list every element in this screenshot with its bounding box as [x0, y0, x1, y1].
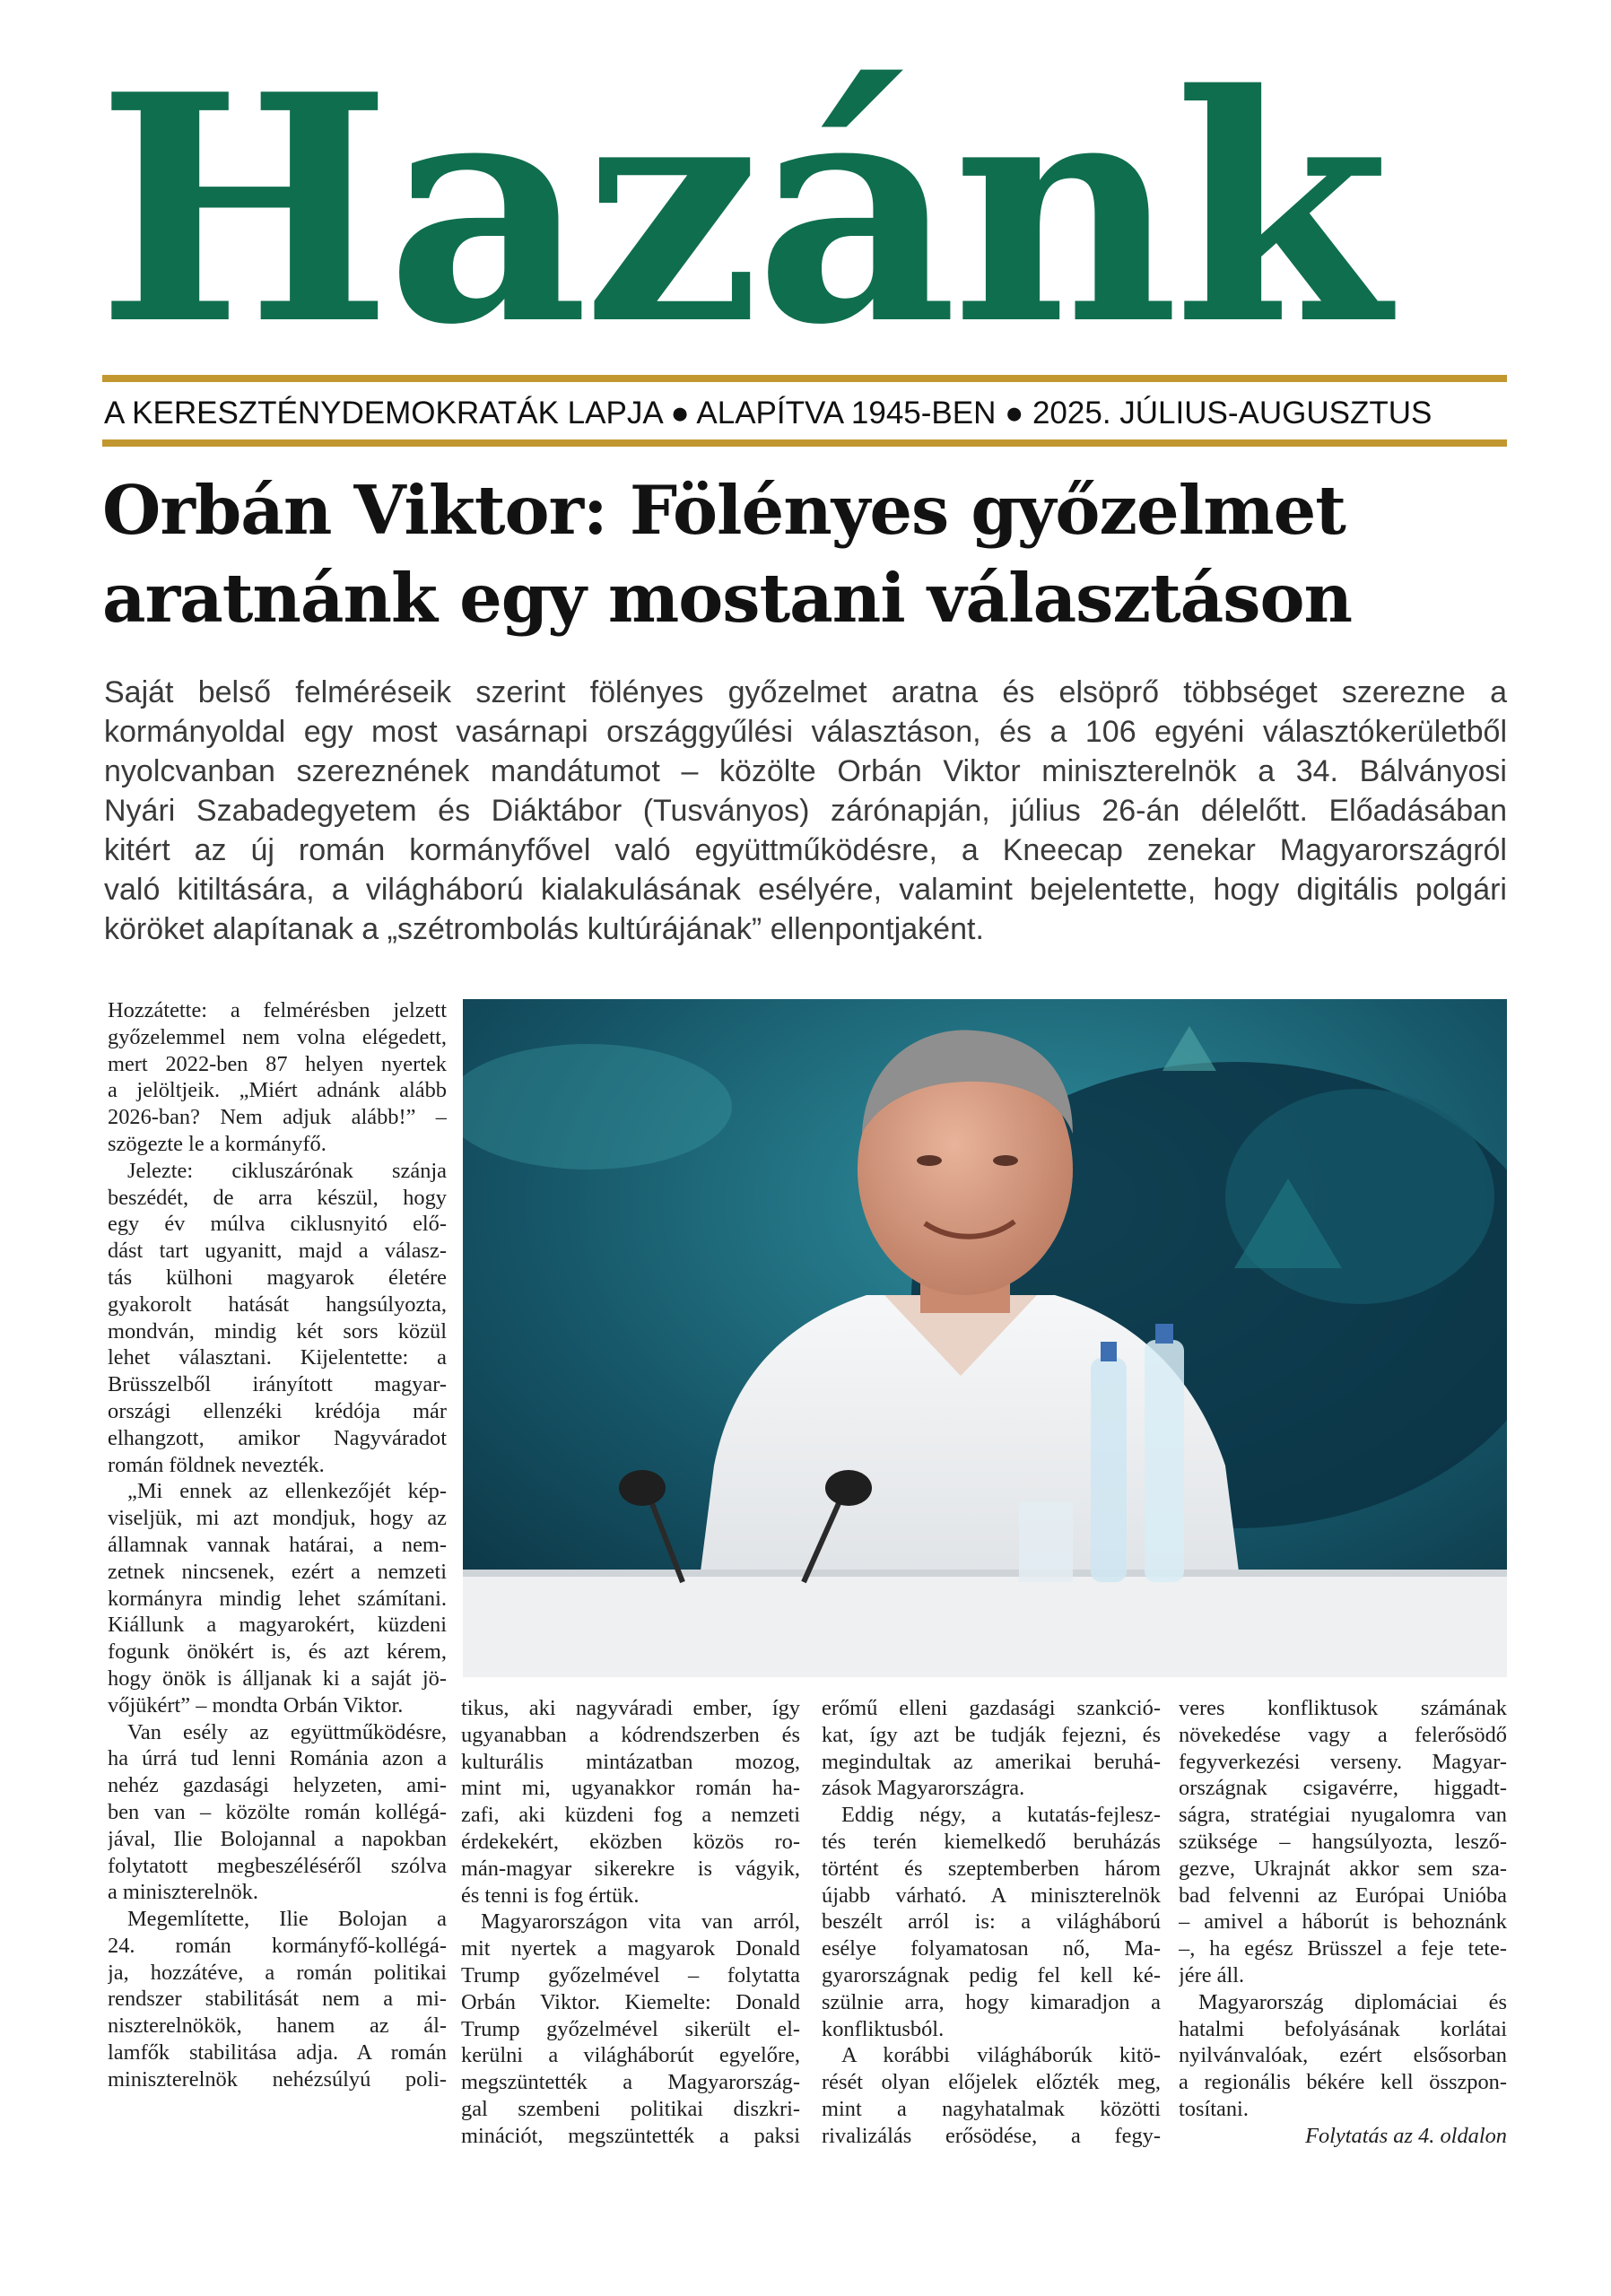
text-line: 2026-ban? Nem adjuk alább!” –	[108, 1105, 447, 1130]
text-line: bad felvenni az Európai Unióba	[1179, 1883, 1507, 1908]
text-line: tosítani.	[1179, 2096, 1249, 2121]
text-line: veres konfliktusok számának	[1179, 1696, 1507, 1720]
text-line: Magyarországon vita van arról,	[481, 1909, 800, 1935]
text-line: miniszterelnök nehézsúlyú poli-	[108, 2066, 447, 2092]
text-line: szögezte le a kormányfő.	[108, 1131, 327, 1156]
lead-line: Nyári Szabadegyetem és Diáktábor (Tusványos) zárónapján, július 26-án délelőtt. Előadásában	[104, 794, 1507, 828]
text-line: mán-magyar sikerekre is vágyik,	[461, 1856, 800, 1881]
text-line: Brüsszelből irányított magyar-	[108, 1372, 447, 1397]
text-line: országi ellenzéki krédója már	[108, 1398, 447, 1423]
text-line: hogy önök is álljanak ki a saját jö-	[108, 1665, 447, 1691]
text-line: mert 2022-ben 87 helyen nyertek	[108, 1051, 447, 1076]
article-column-3	[822, 1695, 1161, 2150]
headline-line: Orbán Viktor: Fölényes győzelmet	[102, 471, 1345, 550]
text-line: lehet választani. Kijelentette: a	[108, 1345, 447, 1370]
text-line: fogunk önökért is, és azt kérem,	[108, 1639, 447, 1665]
article-column-2	[461, 1695, 800, 2150]
text-line: niszterelnökök, hanem az ál-	[108, 2013, 447, 2039]
masthead-rule-bottom	[102, 439, 1507, 447]
text-line: Kiállunk a magyarokért, küzdeni	[108, 1613, 447, 1638]
text-line: gal szembeni politikai diszkri-	[461, 2096, 800, 2121]
text-line: kerülni a világháborút egyelőre,	[461, 2043, 800, 2068]
text-line: újabb várható. A miniszterelnök	[822, 1883, 1161, 1908]
text-line: konfliktusból.	[822, 2016, 945, 2041]
text-line: hatalmi befolyásának korlátai	[1179, 2016, 1507, 2041]
text-line: – amivel a háborút is behoznánk	[1179, 1909, 1507, 1935]
text-line: minációt, megszüntették a paksi	[461, 2123, 800, 2148]
text-line: Eddig négy, a kutatás-fejlesz-	[841, 1803, 1161, 1828]
text-line: Van esély az együttműködésre,	[127, 1719, 447, 1744]
lead-line: Saját belső felméréseik szerint fölényes győzelmet aratna és elsöprő többséget szerezne a	[104, 675, 1507, 709]
text-line: zások Magyarországra.	[822, 1776, 1025, 1801]
text-line: mit nyertek a magyarok Donald	[461, 1936, 800, 1961]
lead-line: kitért az új román kormányfővel való együttműködésre, a Kneecap zenekar Magyarországról	[104, 833, 1507, 867]
lead-line: való kitiltására, a világháború kialakulásának esélyére, valamint bejelentette, hogy digitális polgári	[104, 873, 1507, 907]
text-line: zetnek nincsenek, ezért a nemzeti	[108, 1559, 447, 1584]
text-line: „Mi ennek az ellenkezőjét kép-	[127, 1479, 447, 1504]
text-line: fegyverkezési verseny. Magyar-	[1179, 1749, 1507, 1774]
text-line: kulturális mintázatban mozog,	[461, 1749, 800, 1774]
text-line: vőjükért” – mondta Orbán Viktor.	[108, 1692, 404, 1718]
text-line: a jelöltjeik. „Miért adnánk alább	[108, 1078, 447, 1103]
text-line: román földnek nevezték.	[108, 1452, 325, 1477]
text-line: jával, Ilie Bolojannal a napokban	[108, 1826, 447, 1851]
text-line: lamfők stabilitása adja. A román	[108, 2040, 447, 2066]
text-line: mint a nagyhatalmak közötti	[822, 2096, 1161, 2121]
text-line: tás külhoni magyarok életére	[108, 1265, 447, 1290]
text-line: szüksége – hangsúlyozta, lesző-	[1179, 1829, 1507, 1854]
tagline: A KERESZTÉNYDEMOKRATÁK LAPJA ● ALAPÍTVA 1945-BEN ● 2025. JÚLIUS-AUGUSZTUS	[104, 396, 1432, 430]
masthead-rule-top	[102, 375, 1507, 382]
text-line: beszélt arról is: a világháború	[822, 1909, 1161, 1935]
text-line: kormányra mindig lehet számítani.	[108, 1586, 447, 1611]
text-line: érdekekért, eközben közös ro-	[461, 1829, 800, 1854]
lead-line: köröket alapítanak a „szétrombolás kultúrájának” ellenpontjaként.	[104, 912, 984, 946]
text-line: rését olyan előjelek előzték meg,	[822, 2070, 1161, 2095]
text-line: Trump győzelmével sikerült el-	[461, 2016, 800, 2041]
text-line: ságra, stratégiai nyugalomra van	[1179, 1803, 1507, 1828]
lead-line: nyolcvanban szereznének mandátumot – közölte Orbán Viktor miniszterelnök a 34. Bálványosi	[104, 754, 1507, 788]
text-line: Magyarország diplomáciai és	[1198, 1989, 1507, 2014]
text-line: folytatott megbeszéléséről szólva	[108, 1853, 447, 1878]
text-line: nehéz gazdasági helyzeten, ami-	[108, 1773, 447, 1798]
text-line: gezve, Ukrajnát akkor sem sza-	[1179, 1856, 1507, 1881]
text-line: elhangzott, amikor Nagyváradot	[108, 1425, 447, 1450]
text-line: erőmű elleni gazdasági szankció-	[822, 1696, 1161, 1720]
photo-illustration	[463, 999, 1507, 1677]
text-line: rendszer stabilitását nem a mi-	[108, 1987, 447, 2012]
text-line: A korábbi világháborúk kitö-	[841, 2043, 1161, 2068]
text-line: győzelemmel nem volna elégedett,	[108, 1024, 447, 1049]
text-line: ja, hozzátéve, a román politikai	[108, 1960, 447, 1985]
text-line: mint mi, ugyanakkor román ha-	[461, 1776, 800, 1801]
text-line: 24. román kormányfő-kollégá-	[108, 1933, 447, 1958]
text-line: esélye folyamatosan nő, Ma-	[822, 1936, 1161, 1961]
text-line: megszüntették a Magyarország-	[461, 2070, 800, 2095]
text-line: államnak vannak határai, a nem-	[108, 1532, 447, 1557]
text-line: ha úrrá tud lenni Románia azon a	[108, 1746, 447, 1771]
text-line: növekedése vagy a felerősödő	[1179, 1722, 1507, 1747]
article-column-1	[108, 997, 447, 2093]
text-line: és tenni is fog értük.	[461, 1883, 640, 1908]
text-line: dást tart ugyanitt, majd a válasz-	[108, 1239, 447, 1264]
text-line: mondván, mindig két sors közül	[108, 1318, 447, 1344]
text-line: tés terén kiemelkedő beruházás	[822, 1829, 1161, 1854]
text-line: egy év múlva ciklusnyitó elő-	[108, 1212, 447, 1237]
text-line: tikus, aki nagyváradi ember, így	[461, 1696, 800, 1720]
text-line: jére áll.	[1179, 1962, 1245, 1987]
text-line: kat, így azt be tudják fejezni, és	[822, 1722, 1161, 1747]
text-line: történt és szeptemberben három	[822, 1856, 1161, 1881]
text-line: Hozzátette: a felmérésben jelzett	[108, 998, 447, 1022]
text-line: Trump győzelmével – folytatta	[461, 1962, 800, 1987]
text-line: viseljük, mi azt mondjuk, hogy az	[108, 1506, 447, 1531]
headline	[102, 466, 1507, 642]
text-line: szülnie arra, hogy kimaradjon a	[822, 1989, 1161, 2014]
continuation-note: Folytatás az 4. oldalon	[1305, 2123, 1507, 2148]
text-line: Megemlítette, Ilie Bolojan a	[127, 1907, 447, 1932]
lead-line: kormányoldal egy most vasárnapi országgyűlési választáson, és a 106 egyéni választókerületből	[104, 715, 1507, 749]
lead-paragraph	[104, 673, 1507, 949]
text-line: gyarországnak pedig fel kell ké-	[822, 1962, 1161, 1987]
text-line: nyilvánvalóak, ezért elsősorban	[1179, 2043, 1507, 2068]
article-photo	[463, 999, 1507, 1677]
text-line: ugyanabban a kódrendszerben és	[461, 1722, 800, 1747]
text-line: beszédét, de arra készül, hogy	[108, 1185, 447, 1210]
text-line: gyakorolt hatását hangsúlyozta,	[108, 1292, 447, 1317]
masthead-title: Hazánk	[97, 63, 1385, 359]
headline-line: aratnánk egy mostani választáson	[102, 559, 1352, 638]
text-line: –, ha egész Brüsszel a feje tete-	[1179, 1936, 1507, 1961]
text-line: a miniszterelnök.	[108, 1880, 258, 1905]
text-line: Jelezte: cikluszárónak szánja	[127, 1158, 447, 1183]
text-line: ben van – közölte román kollégá-	[108, 1799, 447, 1824]
text-line: Orbán Viktor. Kiemelte: Donald	[461, 1989, 800, 2014]
article-column-4	[1179, 1695, 1507, 2150]
text-line: megindultak az amerikai beruhá-	[822, 1749, 1161, 1774]
text-line: rivalizálás erősödése, a fegy-	[822, 2123, 1161, 2148]
text-line: a regionális békére kell összpon-	[1179, 2070, 1507, 2095]
text-line: országnak csigavérre, higgadt-	[1179, 1776, 1507, 1801]
text-line: zafi, aki küzdeni fog a nemzeti	[461, 1803, 800, 1828]
